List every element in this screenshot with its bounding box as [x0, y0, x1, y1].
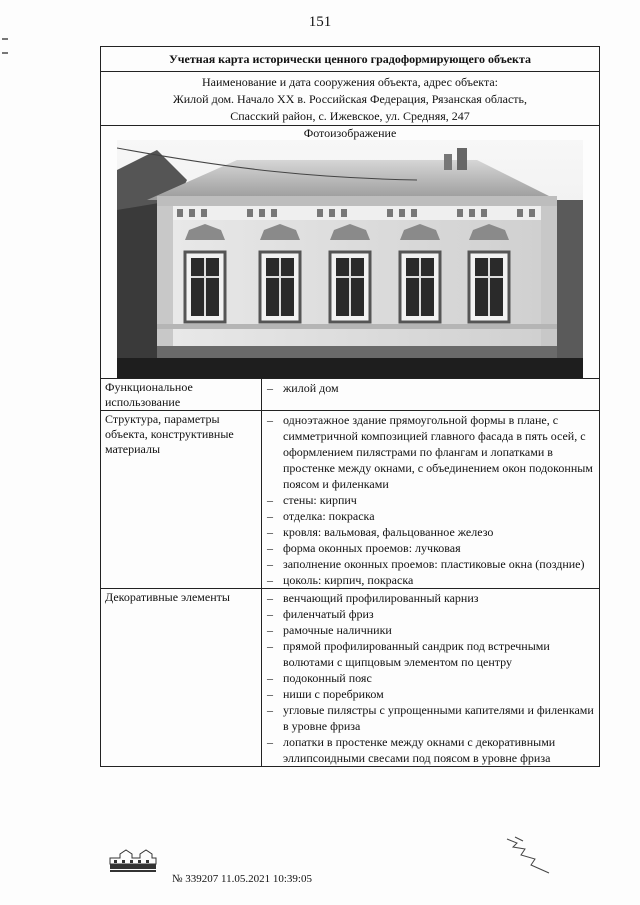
table-row [101, 379, 599, 411]
document-stamp: № 339207 11.05.2021 10:39:05 [172, 873, 312, 885]
scan-edge-mark [2, 38, 8, 40]
list-item: – кровля: вальмовая, фальцованное железо [266, 524, 595, 540]
list-item: – жилой дом [266, 380, 595, 396]
page-number: 151 [308, 14, 332, 30]
building-logo-icon [106, 846, 160, 876]
list-item: – форма оконных проемов: лучковая [266, 540, 595, 556]
card-title: Учетная карта исторически ценного градоформирующего объекта [101, 47, 599, 72]
list-item: – рамочные наличники [266, 622, 595, 638]
photo-label: Фотоизображение [303, 126, 397, 140]
registration-card [100, 46, 600, 767]
scan-edge-mark [2, 52, 8, 54]
list-item: – стены: кирпич [266, 492, 595, 508]
building-photo-image [117, 140, 583, 378]
row-values [262, 379, 600, 411]
object-name-line: Жилой дом. Начало XX в. Российская Федерация, Рязанская область, [173, 92, 527, 106]
list-item: – венчающий профилированный карниз [266, 590, 595, 606]
photo-section [101, 126, 599, 378]
list-item: – отделка: покраска [266, 508, 595, 524]
list-item: – лопатки в простенке между окнами с декоративными эллипсоидными свесами под поясом в уровне фриза [266, 734, 595, 766]
list-item: – цоколь: кирпич, покраска [266, 572, 595, 588]
list-item: – ниши с поребриком [266, 686, 595, 702]
list-item: – угловые пилястры с упрощенными капителями и филенками в уровне фриза [266, 702, 595, 734]
table-row [101, 589, 599, 767]
row-label: Декоративные элементы [101, 589, 262, 767]
list-item: – одноэтажное здание прямоугольной формы в плане, с симметричной композицией главного фасада в пять осей, с оформлением пилястрами по флангам и лопатками в простенке между окнами, с объединением окон подоконным поясом и филенками [266, 412, 595, 492]
signature-icon [505, 835, 555, 875]
list-item: – заполнение оконных проемов: пластиковые окна (поздние) [266, 556, 595, 572]
list-item: – подоконный пояс [266, 670, 595, 686]
building-photo [117, 140, 583, 378]
list-item: – прямой профилированный сандрик под встречными волютами с щипцовым элементом по центру [266, 638, 595, 670]
row-label: Структура, параметры объекта, конструктивные материалы [101, 411, 262, 589]
row-label: Функциональное использование [101, 379, 262, 411]
row-values [262, 411, 600, 589]
object-address-line: Спасский район, с. Ижевское, ул. Средняя, 247 [230, 109, 470, 123]
attributes-table [101, 378, 599, 766]
object-name-block [101, 72, 599, 126]
list-item: – филенчатый фриз [266, 606, 595, 622]
object-name-line: Наименование и дата сооружения объекта, адрес объекта: [201, 75, 499, 89]
table-row [101, 411, 599, 589]
row-values [262, 589, 600, 767]
